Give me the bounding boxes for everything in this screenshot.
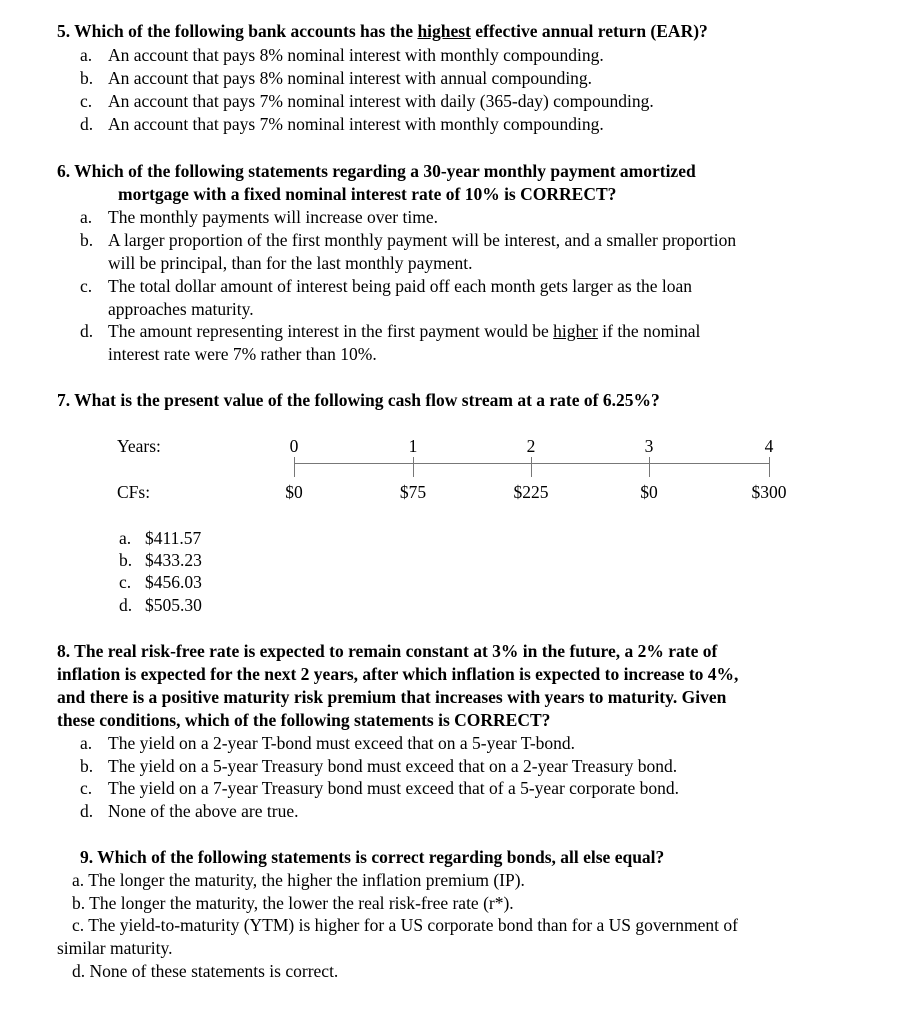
q5-option-a[interactable]: a. An account that pays 8% nominal interest with monthly compounding. — [80, 45, 604, 65]
timeline-tick-4 — [769, 457, 770, 477]
q8-option-b[interactable]: b. The yield on a 5-year Treasury bond must exceed that on a 2-year Treasury bond. — [80, 756, 678, 776]
q8-option-a[interactable]: a. The yield on a 2-year T-bond must exceed that on a 5-year T-bond. — [80, 733, 576, 753]
q7-option-c[interactable]: c. $456.03 — [119, 572, 202, 592]
q6-option-d[interactable]: d. The amount representing interest in the first payment would be higher if the nominal — [80, 321, 701, 341]
question-8-title-line3: and there is a positive maturity risk premium that increases with years to maturity. Given — [57, 687, 727, 707]
q9-option-c[interactable]: c. The yield-to-maturity (YTM) is higher for a US corporate bond than for a US government of — [72, 915, 738, 935]
q8-option-d[interactable]: d. None of the above are true. — [80, 801, 299, 821]
q9-option-a[interactable]: a. The longer the maturity, the higher the inflation premium (IP). — [72, 870, 525, 890]
q6-option-a[interactable]: a. The monthly payments will increase over time. — [80, 207, 438, 227]
q5-option-d[interactable]: d. An account that pays 7% nominal interest with monthly compounding. — [80, 114, 604, 134]
year-3: 3 — [644, 436, 654, 456]
q5-option-b[interactable]: b. An account that pays 8% nominal interest with annual compounding. — [80, 68, 593, 88]
question-8-title-line2: inflation is expected for the next 2 years, after which inflation is expected to increase to 4%, — [57, 664, 739, 684]
timeline-axis — [294, 463, 770, 464]
cf-2: $225 — [513, 482, 549, 502]
cf-0: $0 — [285, 482, 303, 502]
question-8-title-line4: these conditions, which of the following statements is CORRECT? — [57, 710, 551, 730]
year-0: 0 — [289, 436, 299, 456]
q6-option-b[interactable]: b. A larger proportion of the first monthly payment will be interest, and a smaller proportion — [80, 230, 737, 250]
years-label: Years: — [117, 436, 161, 456]
year-4: 4 — [764, 436, 774, 456]
question-6-title-line1: 6. Which of the following statements regarding a 30-year monthly payment amortized — [57, 161, 696, 181]
q6-option-d-line2: interest rate were 7% rather than 10%. — [108, 344, 377, 364]
timeline-tick-3 — [649, 457, 650, 477]
question-9-title: 9. Which of the following statements is correct regarding bonds, all else equal? — [80, 847, 665, 867]
timeline-tick-0 — [294, 457, 295, 477]
cfs-label: CFs: — [117, 482, 151, 502]
q6-option-b-line2: will be principal, than for the last monthly payment. — [108, 253, 473, 273]
year-2: 2 — [526, 436, 536, 456]
question-7-title: 7. What is the present value of the following cash flow stream at a rate of 6.25%? — [57, 390, 660, 410]
timeline-tick-1 — [413, 457, 414, 477]
q9-option-d[interactable]: d. None of these statements is correct. — [72, 961, 339, 981]
timeline-tick-2 — [531, 457, 532, 477]
year-1: 1 — [408, 436, 418, 456]
q7-option-a[interactable]: a. $411.57 — [119, 528, 202, 548]
cf-3: $0 — [640, 482, 658, 502]
question-6-title-line2: mortgage with a fixed nominal interest rate of 10% is CORRECT? — [118, 184, 617, 204]
q7-option-b[interactable]: b. $433.23 — [119, 550, 202, 570]
question-8-title-line1: 8. The real risk-free rate is expected to remain constant at 3% in the future, a 2% rate of — [57, 641, 718, 661]
cf-4: $300 — [751, 482, 787, 502]
q5-option-c[interactable]: c. An account that pays 7% nominal interest with daily (365-day) compounding. — [80, 91, 654, 111]
q6-option-c-line2: approaches maturity. — [108, 299, 254, 319]
q9-option-b[interactable]: b. The longer the maturity, the lower the real risk-free rate (r*). — [72, 893, 514, 913]
cf-1: $75 — [399, 482, 427, 502]
q7-option-d[interactable]: d. $505.30 — [119, 595, 202, 615]
q6-option-c[interactable]: c. The total dollar amount of interest being paid off each month gets larger as the loan — [80, 276, 692, 296]
question-5-title: 5. Which of the following bank accounts has the highest effective annual return (EAR)? — [57, 21, 708, 41]
q9-option-c-line2: similar maturity. — [57, 938, 173, 958]
q8-option-c[interactable]: c. The yield on a 7-year Treasury bond must exceed that of a 5-year corporate bond. — [80, 778, 679, 798]
